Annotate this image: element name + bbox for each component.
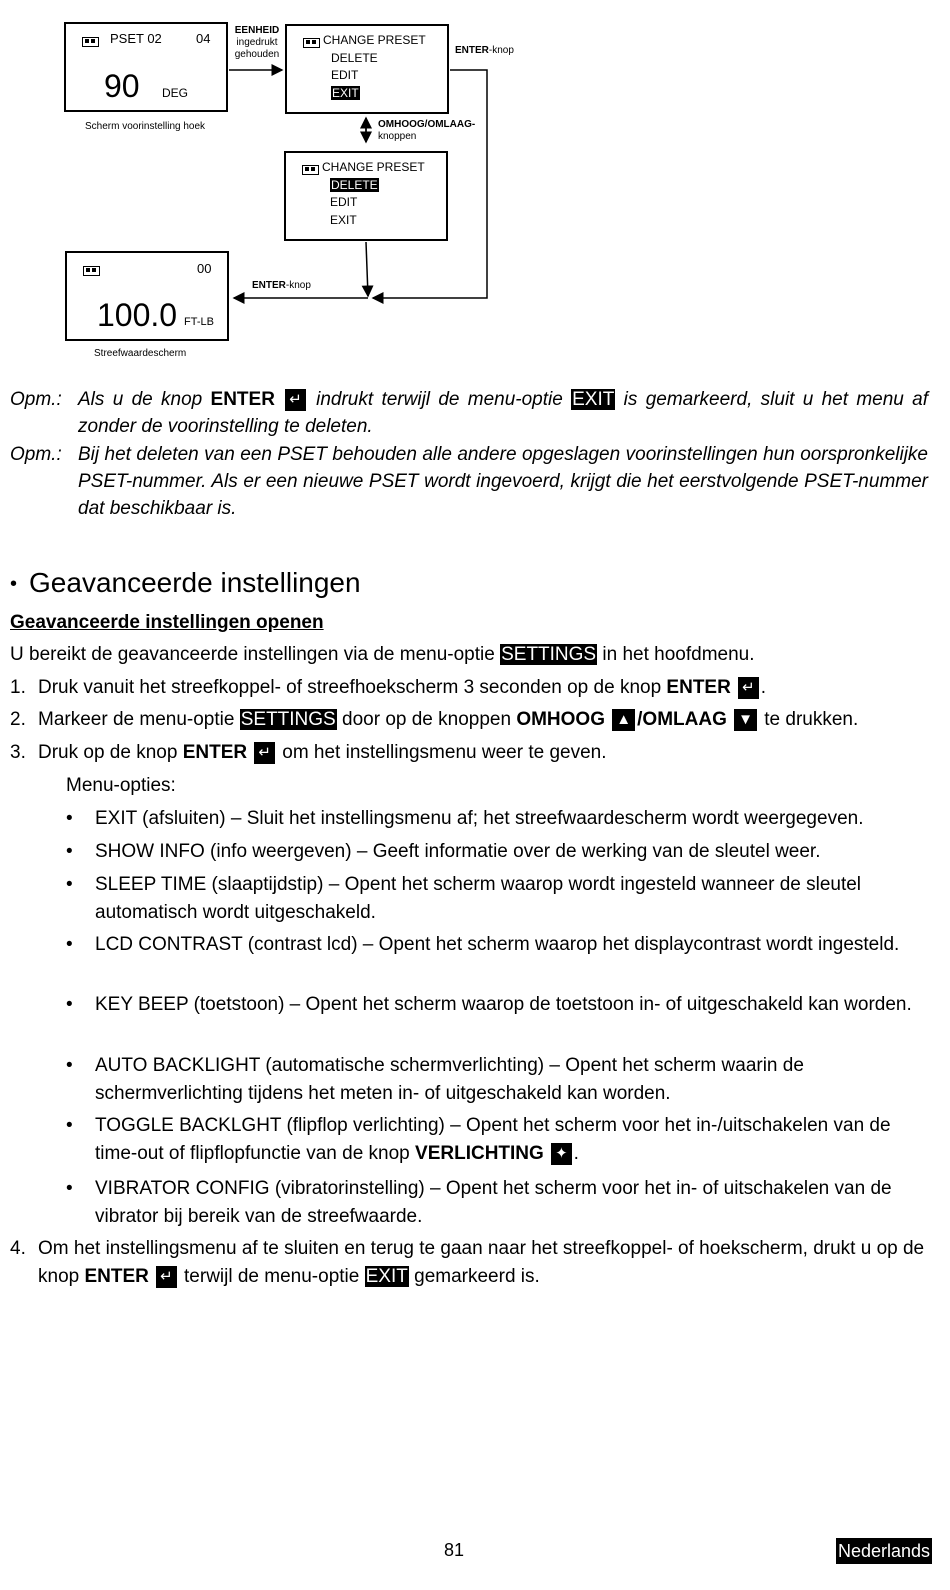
bullet-icon: • [66,1178,73,1199]
note-highlight: EXIT [572,389,615,410]
heading-bullet: • [10,573,18,596]
arrow-enter-exit [373,70,487,298]
menu-option-text: AUTO BACKLIGHT (automatische schermverlichting) – Opent het scherm waarin de schermverlichting tijdens het meten in- of uitgeschakeld kan worden. [95,1055,804,1104]
menu-item: CHANGE PRESET [322,160,425,174]
bullet-icon: • [66,874,73,895]
note-exit [10,386,928,440]
menu-option [66,1052,930,1108]
step-part: Om het instellingsmenu af te sluiten en terug te gaan naar het streefkoppel- of hoekscherm, drukt u op de knop [38,1238,925,1287]
target-screen-caption: Streefwaardescherm [94,348,187,359]
preset-unit: DEG [162,86,189,100]
option-part: TOGGLE BACKLGHT (flipflop verlichting) – Opent het scherm voor het in-/uitschakelen van de time-out of flipflopfunctie van de knop [95,1115,891,1164]
menu-item: EXIT [330,212,357,227]
unit-label-line3: gehouden [234,49,280,60]
note-label: Opm.: [10,389,62,410]
menu-item: DELETE [331,50,378,65]
step-text [38,739,930,767]
option-part: . [573,1143,579,1164]
menu-item-highlighted: DELETE [331,177,378,192]
option-bold: VERLICHTING [415,1143,544,1164]
menu-option [66,871,930,927]
step-bold: OMHOOG [516,709,605,730]
diagram-arrows [0,0,950,380]
step-number: 4. [10,1238,26,1259]
bullet-icon: • [66,808,73,829]
step-number: 1. [10,677,26,698]
bullet-icon: • [66,934,73,955]
menu-option [66,805,930,833]
light-button-icon: ✦ [551,1143,572,1165]
bullet-icon: • [66,841,73,862]
menu-option-toggle [66,1112,930,1168]
step-part: gemarkeerd is. [408,1266,540,1287]
note-text [78,386,928,440]
arrow-delete-down [366,242,368,296]
settings-highlight: SETTINGS [240,709,336,730]
step-part: te drukken. [759,709,859,730]
enter-key-icon: ↵ [254,742,275,764]
target-value: 100.0 [97,297,178,333]
menu-option-text: SLEEP TIME (slaaptijdstip) – Opent het scherm waarop wordt ingesteld wanneer de sleutel automatisch wordt uitgeschakeld. [95,874,862,923]
unit-label-line2: ingedrukt [236,37,278,48]
step-bold: ENTER [666,677,731,698]
intro-part: U bereikt de geavanceerde instellingen via de menu-optie [10,644,501,665]
enter-key-icon: ↵ [156,1266,177,1288]
intro-part: in het hoofdmenu. [597,644,755,665]
enter-label-bold: ENTER [455,45,489,56]
page-number: 81 [444,1540,465,1560]
preset-number: 04 [196,31,211,46]
subheading: Geavanceerde instellingen openen [10,612,324,633]
enter-key-icon: ↵ [738,677,759,699]
section-heading [10,567,361,599]
settings-highlight: SETTINGS [501,644,597,665]
unit-label-line1: EENHEID [234,25,280,36]
menu-option-text: EXIT (afsluiten) – Sluit het instellingsmenu af; het streefwaardescherm wordt weergegeven. [95,808,864,829]
bullet-icon: • [66,1055,73,1076]
updown-label-bold: OMHOOG/OMLAAG- [378,119,476,130]
step-3 [10,739,930,767]
note-delete [10,441,928,522]
step-text [38,674,930,702]
target-unit: FT-LB [184,316,214,328]
target-number: 00 [197,261,212,276]
step-2 [10,706,930,734]
step-1 [10,674,930,702]
menu-option [66,1175,930,1231]
step-bold: ENTER [182,742,248,763]
enter-label-bold: ENTER [252,280,286,291]
menu-option [66,838,930,866]
step-text [38,1235,930,1291]
bullet-icon: • [66,1115,73,1136]
menu-item: EDIT [330,195,358,209]
down-arrow-icon: ▼ [734,709,757,731]
step-number: 3. [10,742,26,763]
updown-label-rest: knoppen [378,131,417,142]
menu-option-text: VIBRATOR CONFIG (vibratorinstelling) – Opent het scherm voor het in- of uitschakelen van de vibrator bij bereik van de streefwaarde. [95,1178,892,1227]
note-part: is gemarkeerd, sluit u het menu af zonder de voorinstelling te deleten. [78,389,929,437]
enter-key-icon: ↵ [285,389,306,411]
enter-label-rest: -knop [285,280,311,291]
up-arrow-icon: ▲ [612,709,635,731]
menu-option-text: LCD CONTRAST (contrast lcd) – Opent het scherm waarop het displaycontrast wordt ingesteld. [95,934,900,955]
preset-value: 90 [104,68,140,104]
exit-highlight: EXIT [365,1266,408,1287]
menu-item: EDIT [331,68,359,82]
step-text [38,706,930,734]
note-part: Als u de knop [78,389,211,410]
menu-option-text: KEY BEEP (toetstoon) – Opent het scherm waarop de toetstoon in- of uitgeschakeld kan worden. [95,994,912,1015]
menu-item: CHANGE PRESET [323,33,426,47]
menu-item-highlighted: EXIT [332,85,359,100]
step-4 [10,1235,930,1291]
menu-option-text [95,1112,930,1168]
preset-title: PSET 02 [110,31,162,46]
note-text: Bij het deleten van een PSET behouden alle andere opgeslagen voorinstellingen hun oorspronkelijke PSET-nummer. Als er een nieuwe PSET wordt ingevoerd, krijgt die het eerstvolgende PSET-nummer dat beschikbaar is. [78,444,928,519]
menu-option [66,931,930,959]
menu-options-label: Menu-opties: [66,775,176,796]
language-badge: Nederlands [836,1538,932,1564]
note-part: indrukt terwijl de menu-optie [316,389,572,410]
step-bold: ENTER [84,1266,149,1287]
note-bold: ENTER [210,389,275,410]
bullet-icon: • [66,994,73,1015]
heading-text: Geavanceerde instellingen [29,567,361,598]
menu-option-text: SHOW INFO (info weergeven) – Geeft informatie over de werking van de sleutel weer. [95,841,821,862]
enter-label-rest: -knop [488,45,514,56]
step-part: Markeer de menu-optie [38,709,240,730]
step-part: terwijl de menu-optie [184,1266,365,1287]
intro-text [10,641,755,669]
note-label: Opm.: [10,444,62,465]
step-part: om het instellingsmenu weer te geven. [282,742,607,763]
step-part: Druk vanuit het streefkoppel- of streefhoekscherm 3 seconden op de knop [38,677,667,698]
preset-screen-caption: Scherm voorinstelling hoek [85,121,206,132]
step-part: Druk op de knop [38,742,183,763]
step-bold: /OMLAAG [637,709,727,730]
step-part: door op de knoppen [336,709,517,730]
menu-option [66,991,930,1019]
step-part: . [760,677,766,698]
step-number: 2. [10,709,26,730]
